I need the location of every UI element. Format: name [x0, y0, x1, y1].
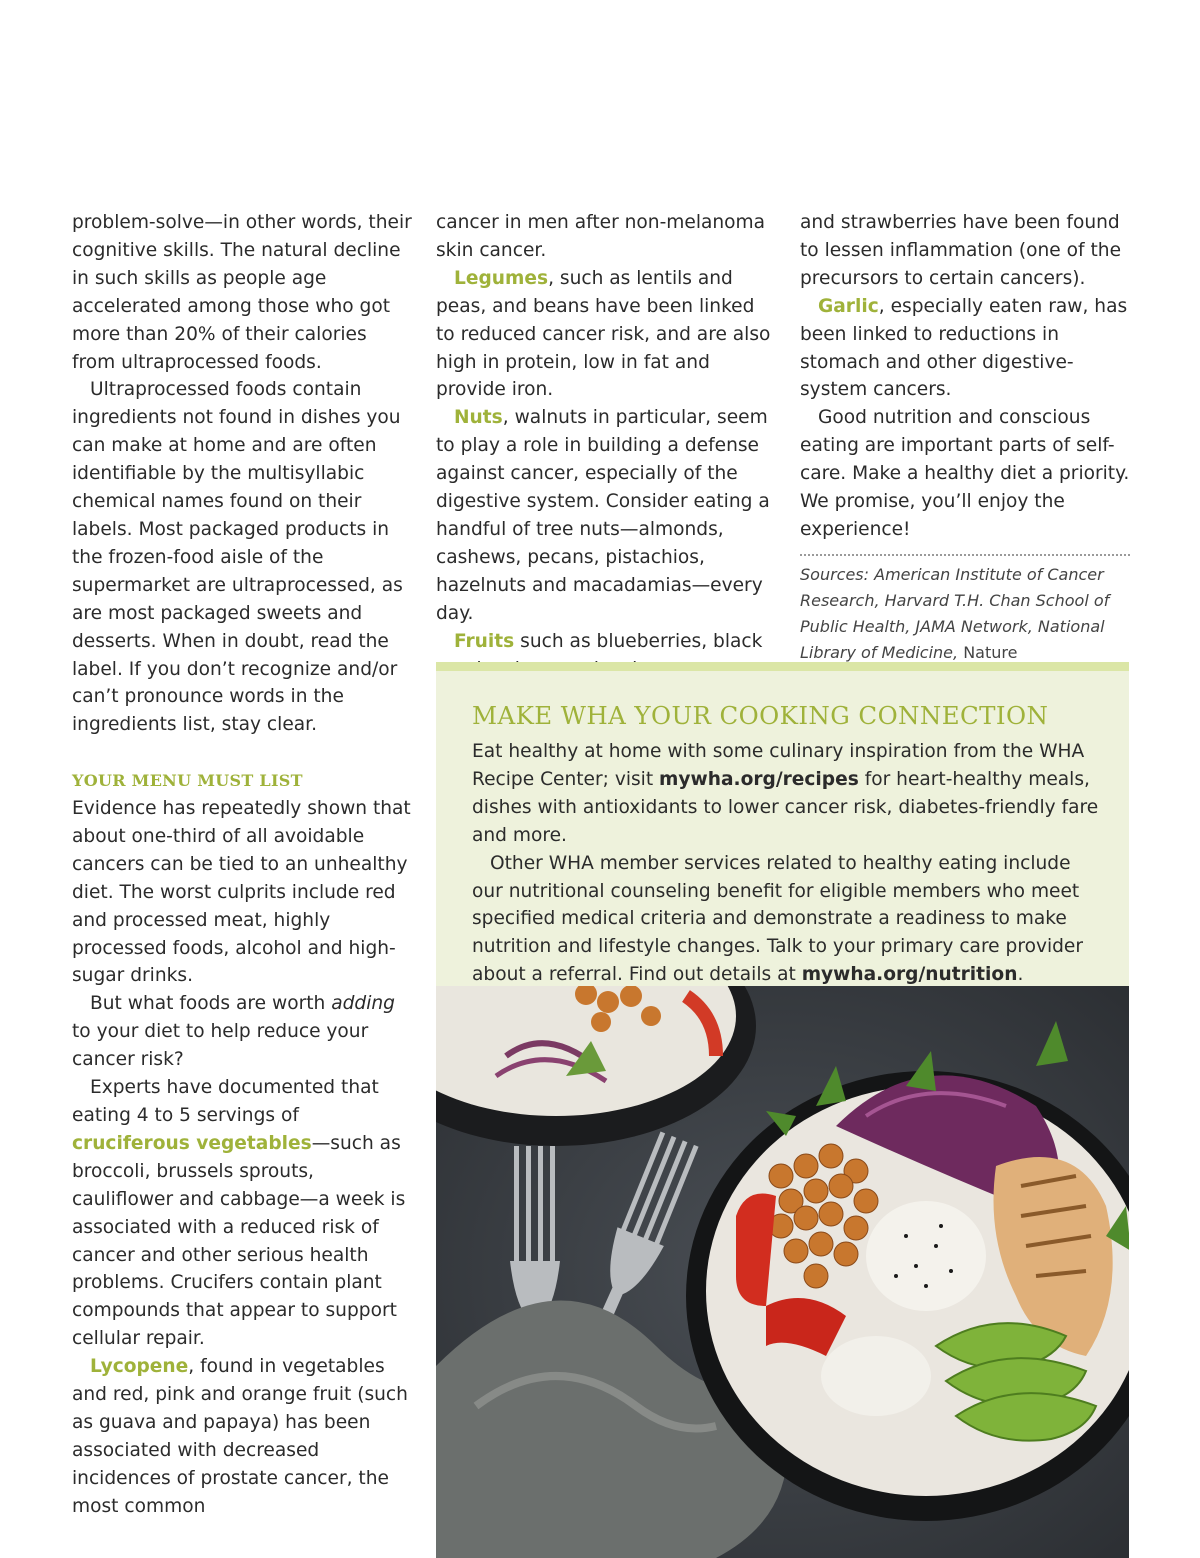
- text: Other WHA member services related to healthy eating include our nutritional counseling benefit for eligible members who meet specified medical criteria and demonstrate a readiness to make nutrition and lifestyle changes. Talk to your primary care provider about a referral. Find out details at: [472, 852, 1084, 986]
- text: Eat healthy at home with some culinary inspiration from the WHA Recipe Center; visit: [472, 741, 1085, 790]
- keyword-legumes: Legumes: [454, 267, 549, 289]
- paragraph: Ultraprocessed foods contain ingredients not found in dishes you can make at home and are often identifiable by the multisyllabic chemical names found on their labels. Most packaged products in the frozen-food aisle of the supermarket are ultraprocessed, as are most packaged sweets and desserts. When in doubt, read the label. If you don’t recognize and/or can’t pronounce words in the ingredients list, stay clear.: [72, 379, 403, 736]
- paragraph: and strawberries have been found to lessen inflammation (one of the precursors to certain cancers).: [800, 212, 1122, 289]
- text: , found in vegetables and red, pink and orange fruit (such as guava and papaya) has been associated with decreased incidences of prostate cancer, the most common: [72, 1356, 408, 1517]
- paragraph: problem-solve—in other words, their cognitive skills. The natural decline in such skills as people age accelerated among those who got more than 20% of their calories from ultraprocessed foods.: [72, 212, 412, 373]
- paragraph: [472, 850, 1102, 990]
- emphasis: adding: [331, 993, 395, 1015]
- cooking-connection-callout: [436, 662, 1129, 986]
- text: such as blueberries, black: [520, 630, 763, 652]
- callout-body: [472, 738, 1102, 989]
- article-column-3: [800, 209, 1130, 666]
- section-subhead: YOUR MENU MUST LIST: [72, 771, 303, 791]
- paragraph: [72, 1353, 412, 1520]
- callout-title: MAKE WHA YOUR COOKING CONNECTION: [472, 701, 1049, 730]
- recipes-link[interactable]: mywha.org/recipes: [659, 768, 859, 790]
- paragraph: cancer in men after non-melanoma skin cancer.: [436, 212, 766, 261]
- keyword-nuts: Nuts: [454, 407, 503, 429]
- paragraph: Evidence has repeatedly shown that about one-third of all avoidable cancers can be tied to an unhealthy diet. The worst culprits include red and processed meat, highly processed foods, alcohol and high-sugar drinks.: [72, 798, 411, 987]
- text: Experts have documented that eating 4 to 5 servings of: [72, 1077, 379, 1126]
- text: .: [1017, 964, 1024, 986]
- food-bowl-illustration: [436, 986, 1129, 1558]
- text: —such as broccoli, brussels sprouts, cauliflower and cabbage—a week is associated with a reduced risk of cancer and other serious health problems. Crucifers contain plant compounds that appear to support cellular repair.: [72, 1132, 406, 1350]
- paragraph: [436, 404, 776, 627]
- text: , such as lentils and peas, and beans have been linked to reduced cancer risk, and are also high in protein, low in fat and provide iron.: [436, 267, 771, 401]
- paragraph: [800, 293, 1130, 405]
- text: to your diet to help reduce your cancer risk?: [72, 1021, 369, 1071]
- paragraph: [436, 265, 776, 405]
- text: for heart-healthy meals, dishes with antioxidants to lower cancer risk, diabetes-friendly fare and more.: [472, 768, 1099, 846]
- keyword-cruciferous: cruciferous vegetables: [72, 1132, 312, 1154]
- text: But what foods are worth: [90, 993, 332, 1015]
- keyword-lycopene: Lycopene: [90, 1356, 189, 1378]
- keyword-fruits: Fruits: [454, 630, 515, 652]
- sources-list: Sources: American Institute of Cancer Research, Harvard T.H. Chan School of Public Health, JAMA Network, National Library of Medicine,: [800, 564, 1110, 662]
- sources-nature: Nature: [958, 642, 1018, 662]
- text: , especially eaten raw, has been linked to reductions in stomach and other digestive-system cancers.: [800, 295, 1128, 401]
- article-column-1: [72, 209, 412, 1521]
- text: , walnuts in particular, seem to play a role in building a defense against cancer, especially of the digestive system. Consider eating a handful of tree nuts—almonds, cashews, pecans, pistachios, hazelnuts and macadamias—every day.: [436, 407, 770, 624]
- nutrition-link[interactable]: mywha.org/nutrition: [801, 964, 1018, 986]
- food-bowl-photo: [436, 986, 1129, 1558]
- paragraph: [72, 1074, 412, 1353]
- keyword-garlic: Garlic: [818, 295, 879, 317]
- paragraph: Good nutrition and conscious eating are important parts of self-care. Make a healthy diet a priority. We promise, you’ll enjoy the experience!: [800, 407, 1130, 540]
- paragraph: [472, 738, 1102, 850]
- sources-note: [800, 554, 1130, 666]
- article-column-2: [436, 209, 776, 711]
- paragraph: [72, 990, 412, 1074]
